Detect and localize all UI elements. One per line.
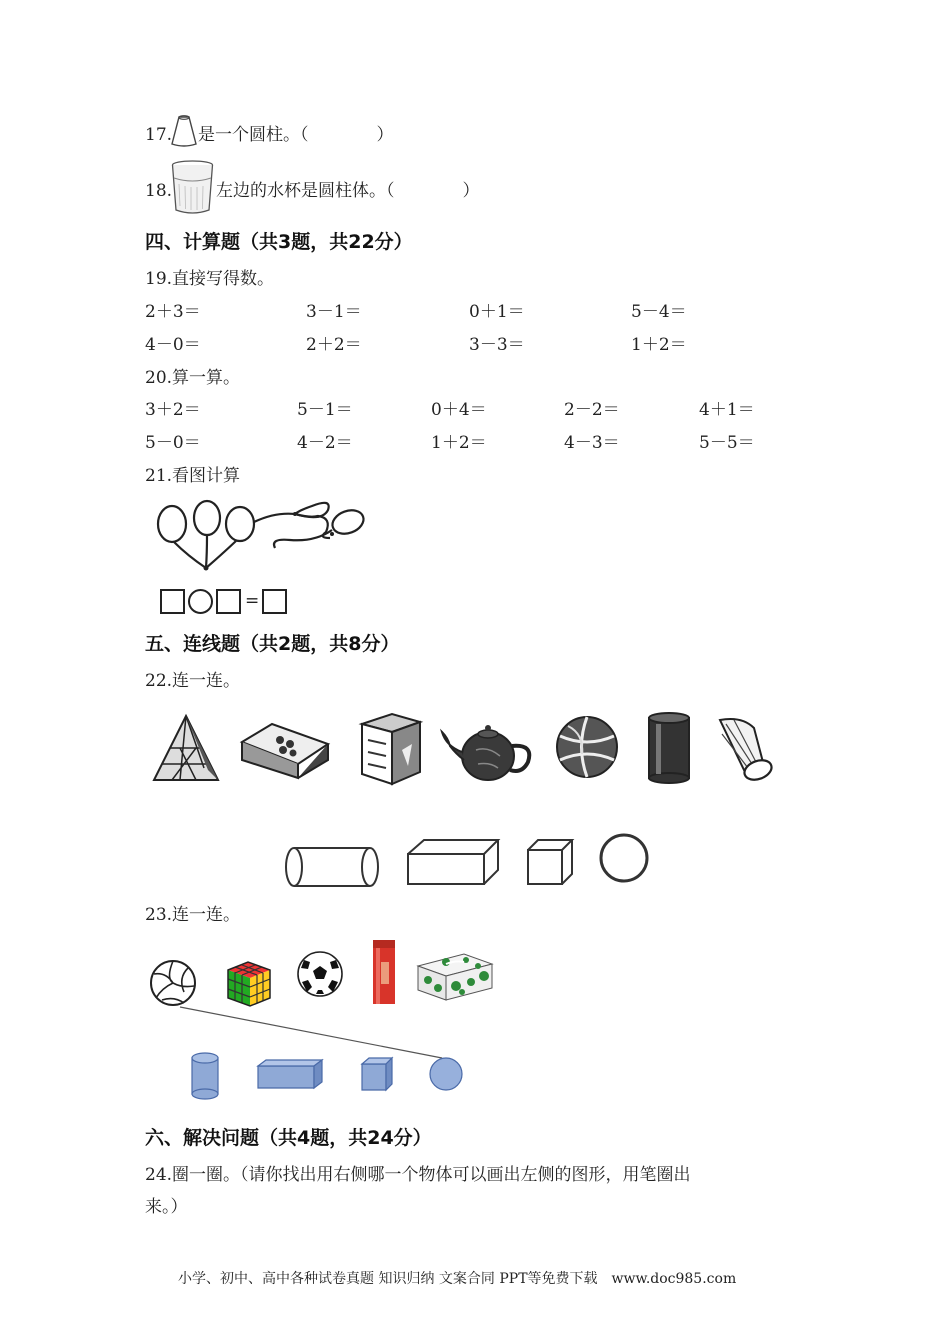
- q18-number: 18.: [145, 181, 173, 201]
- q19-item: 5－4＝: [631, 302, 687, 322]
- q22-title: 22.连一连。: [145, 671, 241, 691]
- q19-item: 0＋1＝: [469, 302, 525, 322]
- q19-item: 3－3＝: [469, 335, 525, 355]
- footer-text: 小学、初中、高中各种试卷真题 知识归纳 文案合同 PPT等免费下载 www.doc985.com: [178, 1271, 737, 1287]
- q19-title: 19.直接写得数。: [145, 269, 275, 289]
- q19-item: 3－1＝: [306, 302, 362, 322]
- section5-title: 五、连线题（共2题，共8分）: [145, 633, 400, 655]
- q17-text: 是一个圆柱。（ ）: [198, 125, 394, 145]
- q20-title: 20.算一算。: [145, 368, 241, 388]
- blue-cuboid-shape: [256, 1058, 324, 1090]
- q20-item: 0＋4＝: [431, 400, 487, 420]
- q19-item: 1＋2＝: [631, 335, 687, 355]
- q20-item: 4＋1＝: [699, 400, 755, 420]
- q20-item: 3＋2＝: [145, 400, 201, 420]
- q20-item: 1＋2＝: [431, 433, 487, 453]
- equals-sign: =: [245, 591, 260, 611]
- q20-item: 5－1＝: [297, 400, 353, 420]
- q20-item: 2－2＝: [564, 400, 620, 420]
- q23-title: 23.连一连。: [145, 905, 241, 925]
- q21-title: 21.看图计算: [145, 466, 241, 486]
- q24-line1: 24.圈一圈。（请你找出用右侧哪一个物体可以画出左侧的图形，用笔圈出: [145, 1165, 691, 1185]
- blue-cube-shape: [360, 1056, 394, 1092]
- section4-title: 四、计算题（共3题，共22分）: [145, 231, 413, 253]
- q20-item: 5－0＝: [145, 433, 201, 453]
- blue-cylinder-shape: [190, 1052, 220, 1100]
- blue-sphere-shape: [428, 1056, 464, 1092]
- q20-item: 4－2＝: [297, 433, 353, 453]
- section6-title: 六、解决问题（共4题，共24分）: [145, 1127, 432, 1149]
- q19-item: 2＋2＝: [306, 335, 362, 355]
- q24-line2: 来。）: [145, 1197, 188, 1217]
- q18-text: 左边的水杯是圆柱体。（ ）: [216, 181, 480, 201]
- q19-item: 4－0＝: [145, 335, 201, 355]
- q19-item: 2＋3＝: [145, 302, 201, 322]
- q20-item: 4－3＝: [564, 433, 620, 453]
- q20-item: 5－5＝: [699, 433, 755, 453]
- q17-number: 17.: [145, 125, 173, 145]
